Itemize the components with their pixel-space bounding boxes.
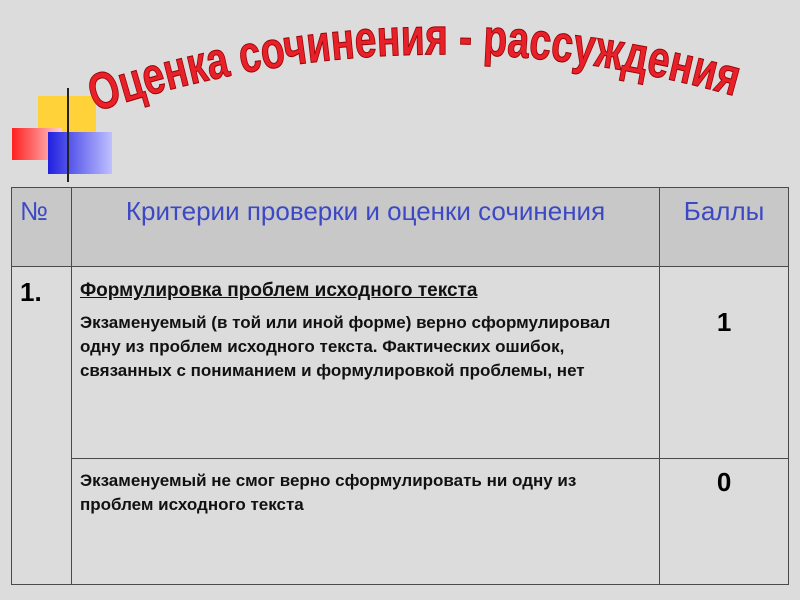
criterion-cell (71, 458, 659, 584)
score-value: 0 (660, 458, 789, 584)
slide-title (75, 22, 775, 132)
criterion-text: Экзаменуемый (в той или иной форме) верно сформулировал одну из проблем исходного текста. Фактических ошибок, связанных с пониманием и формулировкой проблемы, нет (79, 312, 611, 380)
criterion-title: Формулировка проблем исходного текста (79, 279, 478, 301)
header-criteria: Критерии проверки и оценки сочинения (71, 188, 659, 267)
header-number: № (12, 188, 72, 267)
svg-text:Оценка сочинения - рассуждения: Оценка сочинения - рассуждения (81, 22, 755, 124)
blue-square (48, 132, 112, 174)
table-header-row (12, 188, 789, 267)
table-row (12, 458, 789, 584)
criterion-text: Экзаменуемый не смог верно сформулировать ни одну из проблем исходного текста (79, 470, 577, 514)
table-row (12, 266, 789, 458)
criteria-table (11, 187, 789, 585)
header-score: Баллы (660, 188, 789, 267)
score-value: 1 (660, 266, 789, 458)
row-number: 1. (12, 266, 72, 584)
criterion-cell (71, 266, 659, 458)
